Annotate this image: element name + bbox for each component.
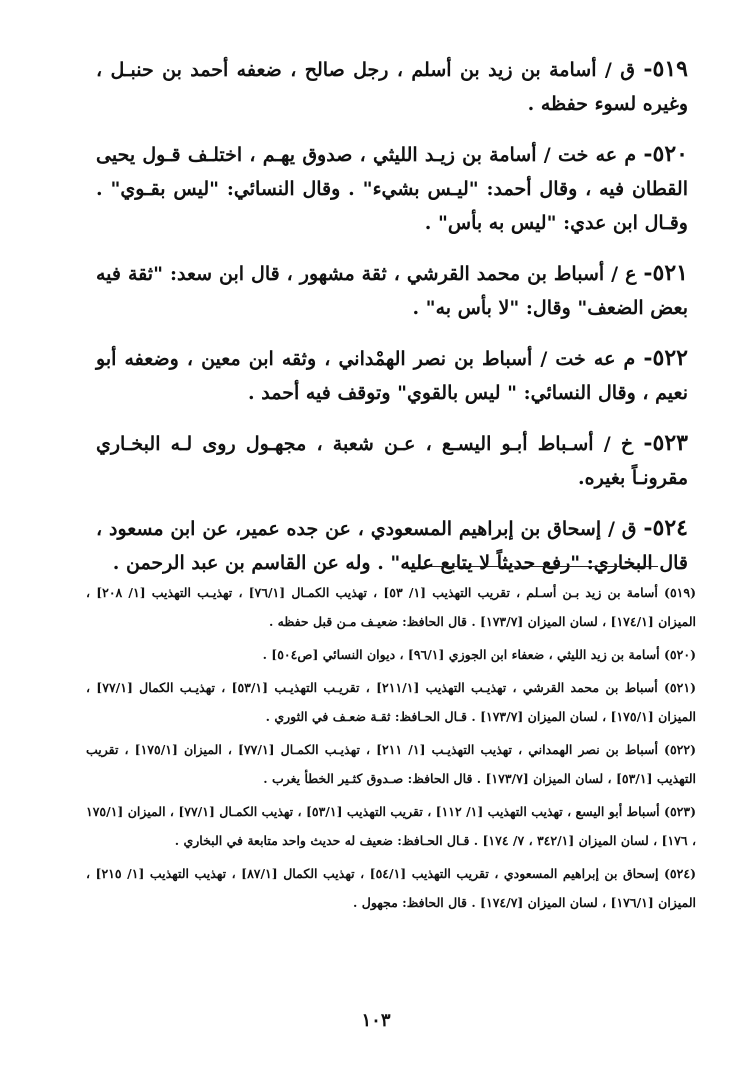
footnote-text: (٥٢١) أسباط بن محمد القرشي ، تهذيـب التهذيب [٢١١/١] ، تقريـب التهذيـب [٥٣/١] ، تهذيـب الكمال [٧٧/١] ، الميزان [١٧٥/١] ، لسان الميزان [١٧٣/٧] . قـال الحـافظ: ثقـة ضعـف في الثوري . <box>86 680 696 724</box>
main-text <box>96 52 688 596</box>
entry-text <box>96 511 688 580</box>
entry-521 <box>96 256 688 325</box>
entry-520 <box>96 137 688 240</box>
footnote-522 <box>86 735 696 793</box>
entry-number: ٥٢١- <box>643 260 688 286</box>
footnote-523 <box>86 797 696 855</box>
footnote-524 <box>86 859 696 917</box>
footnote-521 <box>86 673 696 731</box>
footnote-divider <box>420 566 658 567</box>
entry-523 <box>96 426 688 495</box>
footnote-520 <box>86 640 696 669</box>
footnote-text: (٥٢٢) أسباط بن نصر الهمداني ، تهذيب التهذيـب [١/ ٢١١] ، تهذيـب الكمـال [٧٧/١] ، الميزان [١٧٥/١] ، تقريب التهذيب [٥٣/١] ، لسان الميزان [١٧٣/٧] . قال الحافظ: صـدوق كثـير الخطأ يغرب . <box>86 742 697 786</box>
page-number: ١٠٣ <box>361 1010 391 1031</box>
entry-body: م عه خت / أسامة بن زيـد الليثي ، صدوق يهـم ، اختلـف قـول يحيى القطان فيه ، وقال أحمد: "ليـس بشيء" . وقال النسائي: "ليس بقـوي" . وقـال ابن عدي: "ليس به بأس" . <box>96 144 688 234</box>
entry-body: م عه خت / أسباط بن نصر الهمْداني ، وثقه ابن معين ، وضعفه أبو نعيم ، وقال النسائي: " ليس بالقوي" وتوقف فيه أحمد . <box>96 348 688 404</box>
entry-524 <box>96 511 688 580</box>
footnote-519 <box>86 578 696 636</box>
footnote-text: (٥٢٠) أسامة بن زيد الليثي ، ضعفاء ابن الجوزي [٩٦/١] ، ديوان النسائي [ص٥٠٤] . <box>262 647 696 662</box>
entry-text <box>96 137 688 240</box>
entry-text <box>96 426 688 495</box>
entry-number: ٥٢٢- <box>643 345 688 371</box>
footnotes <box>86 578 696 921</box>
entry-text <box>96 52 688 121</box>
entry-519 <box>96 52 688 121</box>
entry-number: ٥٢٣- <box>643 430 688 456</box>
entry-text <box>96 341 688 410</box>
footnote-text: (٥١٩) أسامة بن زيد بـن أسـلم ، تقريب التهذيب [١/ ٥٣] ، تهذيب الكمـال [٧٦/١] ، تهذيـب التهذيب [١/ ٢٠٨] ، الميزان [١٧٤/١] ، لسان الميزان [١٧٣/٧] . قال الحافظ: ضعيـف مـن قبل حفظه . <box>86 585 697 629</box>
entry-text <box>96 256 688 325</box>
footnote-text: (٥٢٤) إسحاق بن إبراهيم المسعودي ، تقريب التهذيب [٥٤/١] ، تهذيب الكمال [٨٧/١] ، تهذيب التهذيب [١/ ٢١٥] ، الميزان [١٧٦/١] ، لسان الميزان [١٧٤/٧] . قال الحافظ: مجهول . <box>86 866 696 910</box>
entry-522 <box>96 341 688 410</box>
entry-body: ق / أسامة بن زيد بن أسلم ، رجل صالح ، ضعفه أحمد بن حنبـل ، وغيره لسوء حفظه . <box>96 59 688 115</box>
entry-number: ٥٢٠- <box>643 141 688 167</box>
footnote-text: (٥٢٣) أسباط أبو اليسع ، تهذيب التهذيب [١/ ١١٢] ، تقريب التهذيب [٥٣/١] ، تهذيب الكمـال [٧٧/١] ، الميزان [١٧٥/١ ، ١٧٦] ، لسان الميزان [٣٤٢/١ ، ٧/ ١٧٤] . قـال الحـافظ: ضعيف له حديث واحد متابعة في البخاري . <box>86 804 697 848</box>
entry-body: خ / أسـباط أبـو اليسـع ، عـن شعبة ، مجهـول روى لـه البخـاري مقرونـاً بغيره. <box>96 433 688 489</box>
entry-body: ع / أسباط بن محمد القرشي ، ثقة مشهور ، قال ابن سعد: "ثقة فيه بعض الضعف" وقال: "لا بأس به" . <box>96 263 688 319</box>
entry-number: ٥٢٤- <box>643 515 688 541</box>
entry-body: ق / إسحاق بن إبراهيم المسعودي ، عن جده عمير، عن ابن مسعود ، قال البخاري: "رفع حديثاً لا يتابع عليه" . وله عن القاسم بن عبد الرحمن . <box>96 518 688 574</box>
entry-number: ٥١٩- <box>643 56 688 82</box>
